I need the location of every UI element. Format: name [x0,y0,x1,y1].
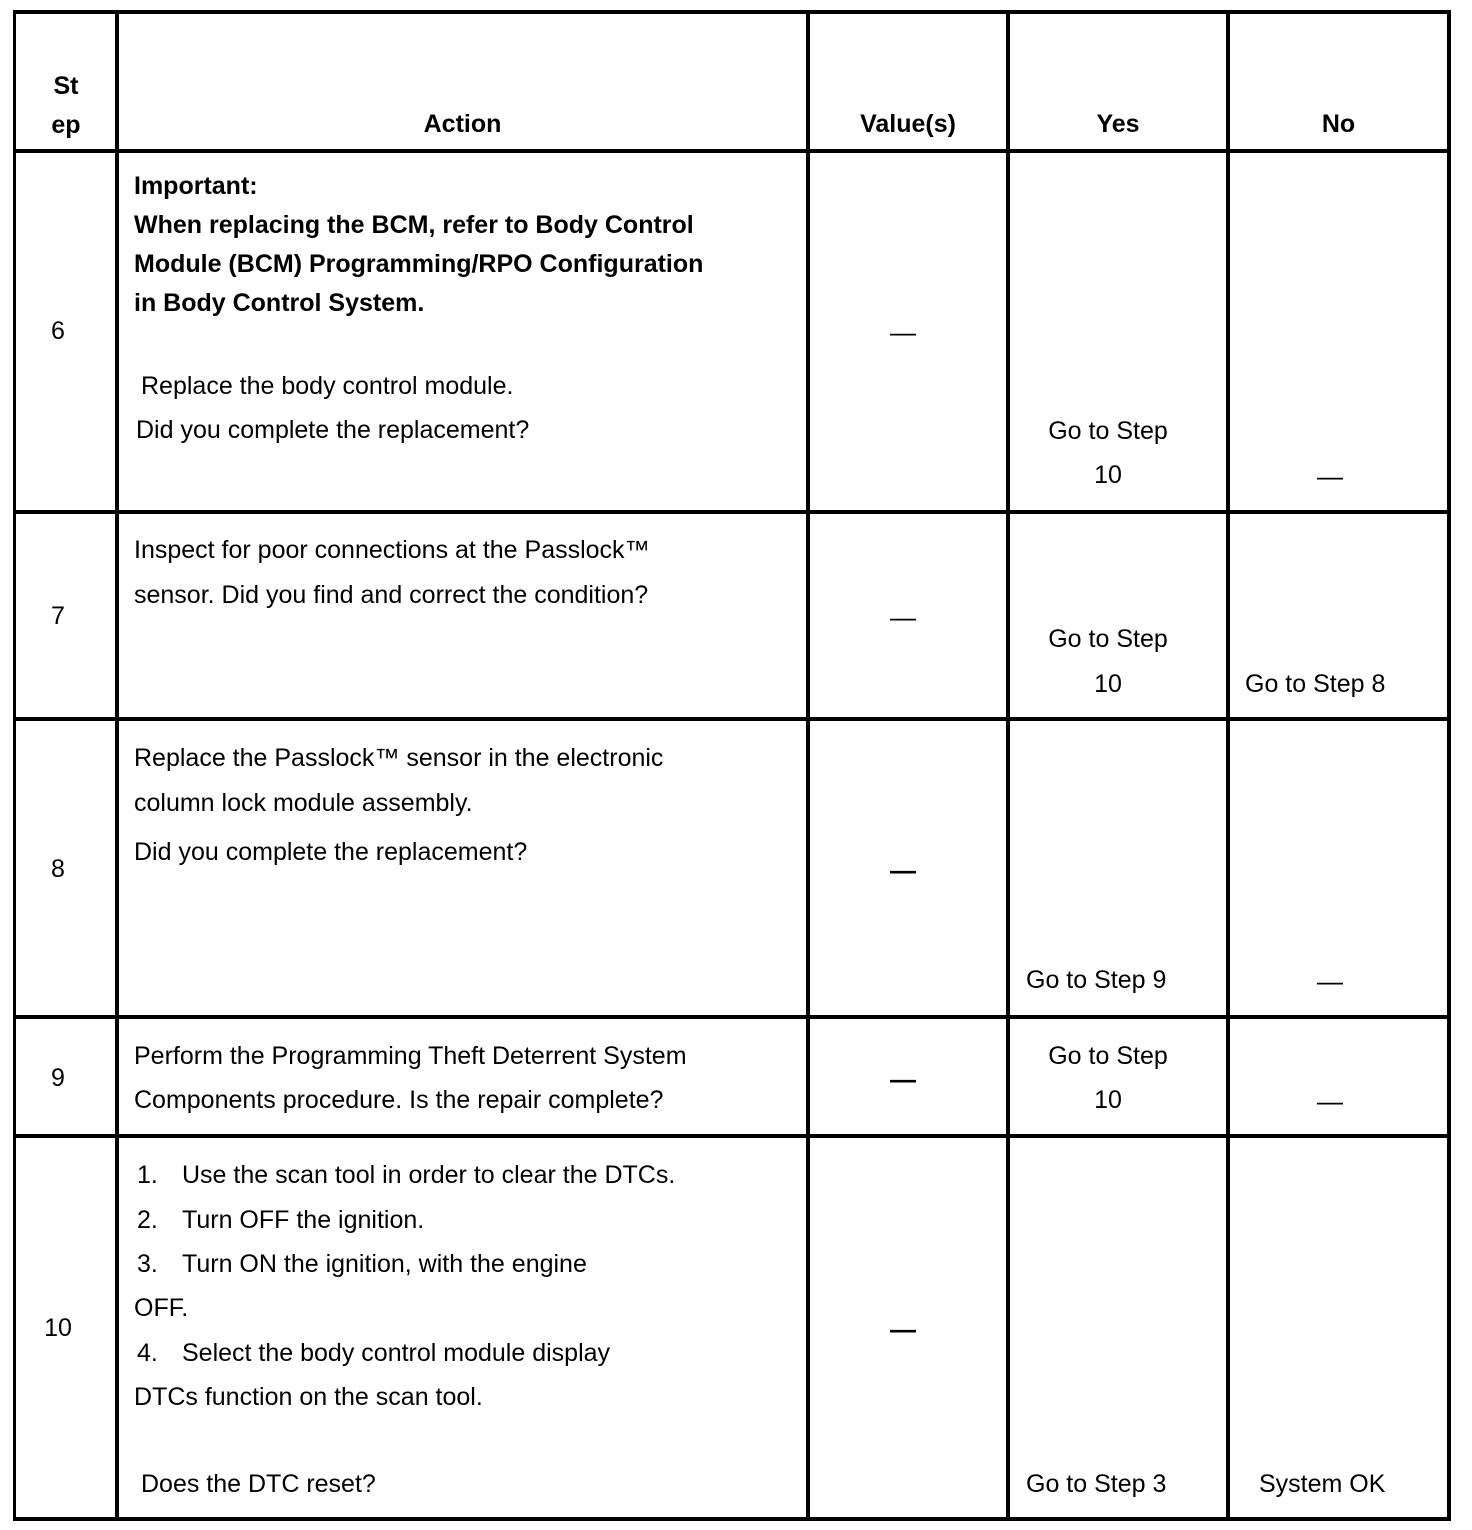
value-column-border [1006,10,1010,1521]
list-item-text: Turn OFF the ignition. [182,1206,425,1234]
row-6-border [13,510,1451,514]
important-note-line: Module (BCM) Programming/RPO Configuration [134,250,704,278]
yes-go-to-step: Go to Step [1048,417,1168,445]
list-item-number: 1. [137,1161,158,1189]
important-label: Important: [134,172,258,200]
list-item-number: 2. [137,1206,158,1234]
header-no: No [1321,110,1356,138]
yes-go-to-step: Go to Step [1048,625,1168,653]
no-dash: — [1317,461,1343,491]
table-left-border [13,10,16,1521]
action-text-line: Did you complete the replacement? [134,838,528,866]
step-number-9: 9 [51,1064,65,1092]
header-step-line-1: St [53,72,79,100]
list-item-number: 3. [137,1250,158,1278]
yes-column-border [1226,10,1230,1521]
value-dash: — [890,1314,916,1344]
yes-step-number: 10 [1094,670,1122,698]
action-text-line: column lock module assembly. [134,789,473,817]
header-step-line-2: ep [51,111,81,139]
step-number-10: 10 [44,1314,72,1342]
list-item-text: Turn ON the ignition, with the engine [182,1250,587,1278]
important-note-line: When replacing the BCM, refer to Body Control [134,211,694,239]
step-number-7: 7 [51,602,65,630]
value-dash: — [890,602,916,632]
table-top-border [13,10,1451,14]
list-item-number: 4. [137,1339,158,1367]
action-column-border [806,10,810,1521]
row-8-border [13,1015,1451,1019]
yes-go-to-step: Go to Step [1048,1042,1168,1070]
action-question: Does the DTC reset? [141,1470,376,1498]
list-item-text: Select the body control module display [182,1339,611,1367]
step-number-8: 8 [51,855,65,883]
action-text-line: sensor. Did you find and correct the condition? [134,581,649,609]
action-text-line: Perform the Programming Theft Deterrent System [134,1042,687,1070]
list-item-continuation: DTCs function on the scan tool. [134,1383,483,1411]
yes-go-to-step: Go to Step 9 [1026,966,1167,994]
header-values: Value(s) [860,110,956,138]
yes-go-to-step: Go to Step 3 [1026,1470,1167,1498]
no-system-ok: System OK [1259,1470,1386,1498]
header-yes: Yes [1096,110,1140,138]
step-column-border [115,10,119,1521]
list-item-text: Use the scan tool in order to clear the DTCs. [182,1161,676,1189]
row-9-border [13,1134,1451,1138]
table-right-border [1447,10,1451,1521]
action-text-line: Components procedure. Is the repair complete? [134,1086,664,1114]
row-7-border [13,717,1451,721]
action-text-line: Replace the Passlock™ sensor in the electronic [134,744,664,772]
action-text-line: Inspect for poor connections at the Passlock™ [134,536,650,564]
no-go-to-step: Go to Step 8 [1245,670,1386,698]
action-text-line: Did you complete the replacement? [136,416,530,444]
header-row-border [13,149,1451,153]
no-dash: — [1317,966,1343,996]
value-dash: — [890,317,916,347]
list-item-continuation: OFF. [134,1294,189,1322]
table-bottom-border [13,1517,1451,1521]
yes-step-number: 10 [1094,1086,1122,1114]
yes-step-number: 10 [1094,461,1122,489]
step-number-6: 6 [51,317,65,345]
header-action: Action [423,110,502,138]
action-text-line: Replace the body control module. [141,372,514,400]
value-dash: — [890,855,916,885]
important-note-line: in Body Control System. [134,289,425,317]
no-dash: — [1317,1086,1343,1116]
value-dash: — [890,1064,916,1094]
